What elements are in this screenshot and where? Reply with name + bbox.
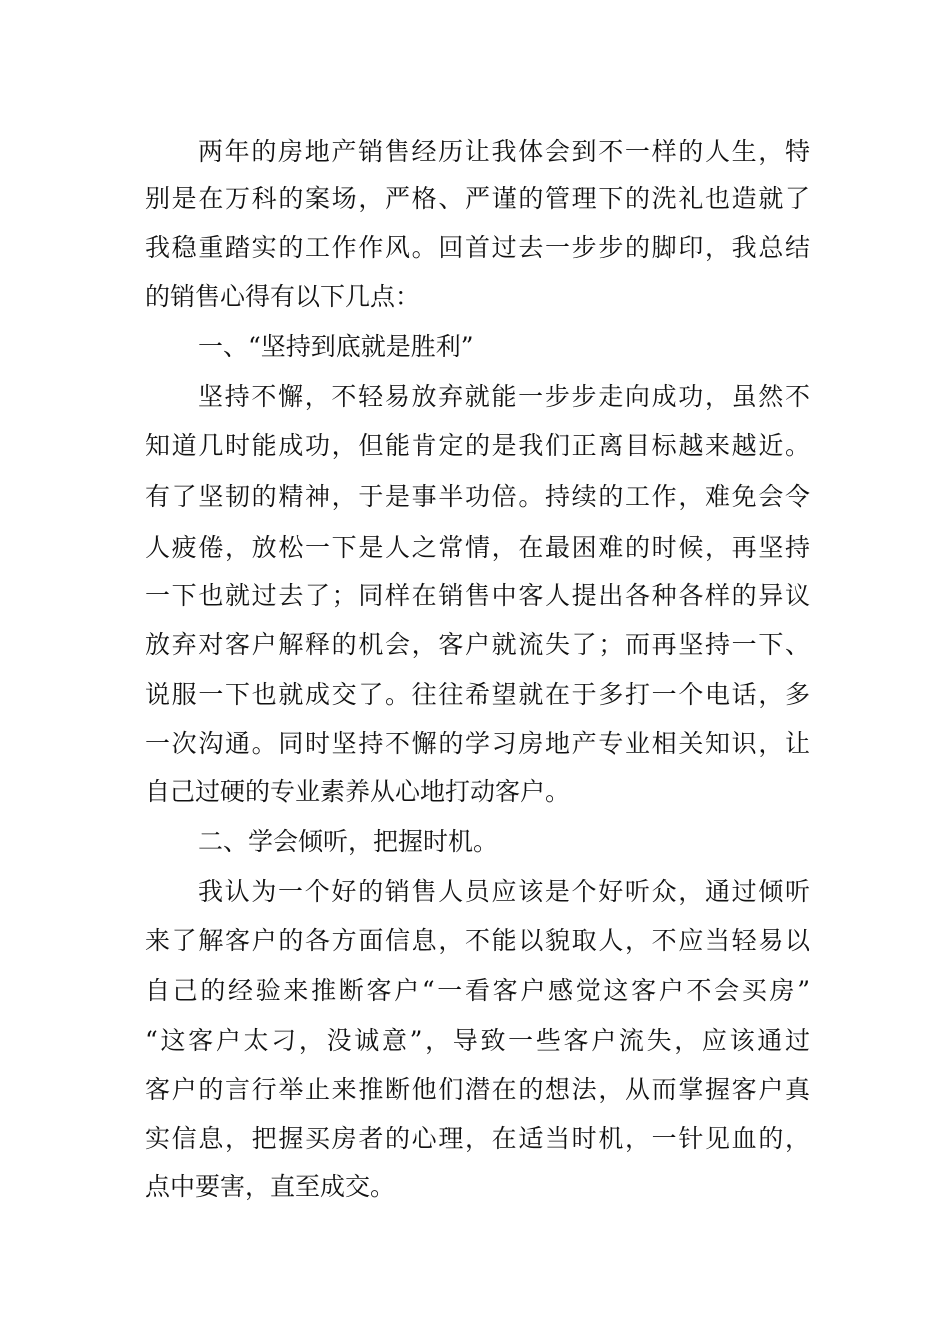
text-line: 一下也就过去了；同样在销售中客人提出各种各样的异议 [145,581,810,610]
text-line: 说服一下也就成交了。往往希望就在于多打一个电话，多 [145,680,810,709]
text-line: 我认为一个好的销售人员应该是个好听众，通过倾听 [198,877,810,906]
text-line: 来了解客户的各方面信息，不能以貌取人，不应当轻易以 [145,926,810,955]
text-line: 有了坚韧的精神，于是事半功倍。持续的工作，难免会令 [145,482,810,511]
text-line: 别是在万科的案场，严格、严谨的管理下的洗礼也造就了 [145,184,810,213]
text-line: 放弃对客户解释的机会，客户就流失了；而再坚持一下、 [145,630,810,659]
text-line: 实信息，把握买房者的心理，在适当时机，一针见血的， [145,1124,810,1153]
text-line: 坚持不懈，不轻易放弃就能一步步走向成功，虽然不 [198,382,810,411]
text-line: 自己的经验来推断客户“一看客户感觉这客户不会买房” [145,976,810,1005]
section-heading: 一、“坚持到底就是胜利” [198,332,474,361]
text-line: 我稳重踏实的工作作风。回首过去一步步的脚印，我总结 [145,233,810,262]
text-line: 点中要害，直至成交。 [145,1172,396,1201]
text-line: 自己过硬的专业素养从心地打动客户。 [145,777,571,806]
text-line: 一次沟通。同时坚持不懈的学习房地产专业相关知识，让 [145,729,810,758]
text-line: “这客户太刁，没诚意”，导致一些客户流失，应该通过 [145,1026,810,1055]
text-line: 人疲倦，放松一下是人之常情，在最困难的时候，再坚持 [145,533,810,562]
text-line: 两年的房地产销售经历让我体会到不一样的人生，特 [198,137,810,166]
section-heading: 二、学会倾听，把握时机。 [198,827,499,856]
text-line: 的销售心得有以下几点： [145,282,421,311]
text-line: 知道几时能成功，但能肯定的是我们正离目标越来越近。 [145,431,810,460]
text-line: 客户的言行举止来推断他们潜在的想法，从而掌握客户真 [145,1075,810,1104]
